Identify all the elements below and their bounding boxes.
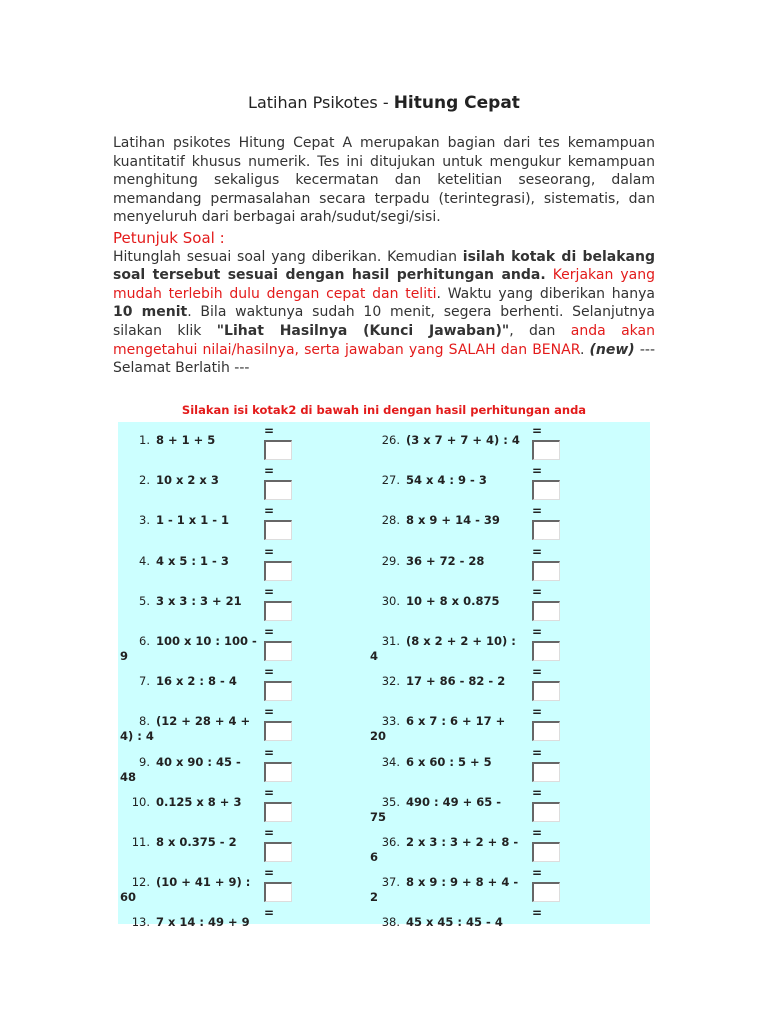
equals-sign: = [264,745,275,760]
question-expression: 8 x 9 + 14 - 39 [406,513,500,528]
question-number: 1. [139,433,150,447]
equals-sign: = [264,544,275,559]
question-number: 29. [381,553,400,568]
question-number: 7. [139,674,150,689]
question-item [370,915,520,930]
equals-sign: = [532,785,543,800]
answer-input[interactable] [264,721,292,741]
answer-input[interactable] [532,882,560,902]
question-number: 36. [381,835,400,849]
question-item [370,634,520,664]
equals-sign: = [264,584,275,599]
question-number: 9. [139,754,150,769]
equals-sign: = [264,705,275,720]
question-item [120,795,260,810]
answer-input[interactable] [532,440,560,460]
intro-paragraph: Latihan psikotes Hitung Cepat A merupakan bagian dari tes kemampuan kuantitatif khusus numerik. Tes ini ditujukan untuk mengukur kemampuan menghitung sekaligus kecermatan dan ketelitian seseorang, dalam memandang permasalahan secara terpadu (terintegrasi), sistematis, dan menyeluruh dari berbagai arah/sudut/segi/sisi. [113,135,655,226]
instruction-text: Silakan isi kotak2 di bawah ini dengan hasil perhitungan anda [181,403,587,417]
question-item [370,875,520,905]
question-expression: 3 x 3 : 3 + 21 [156,593,242,608]
question-number: 37. [381,875,400,890]
question-expression: 1 - 1 x 1 - 1 [156,513,229,528]
question-item [370,755,520,770]
question-number: 26. [381,433,400,447]
question-item [120,433,260,448]
answer-input[interactable] [532,681,560,701]
answer-input[interactable] [264,520,292,540]
p2-red: Kerjakan yang mudah terlebih dulu dengan cepat dan teliti [113,267,655,302]
question-number: 12. [131,875,150,890]
question-expression: (10 + 41 + 9) : 60 [120,875,251,905]
question-expression: 8 x 0.375 - 2 [156,835,237,849]
question-expression: 36 + 72 - 28 [406,553,485,568]
question-expression: 100 x 10 : 100 - 9 [120,634,257,663]
answer-input[interactable] [532,480,560,500]
answer-input[interactable] [532,802,560,822]
title-bold: Hitung Cepat [393,93,520,113]
question-item [120,714,260,744]
equals-sign: = [532,464,543,479]
question-expression: 6 x 60 : 5 + 5 [406,754,492,769]
p5: , dan [509,322,571,339]
question-item [120,473,260,488]
question-number: 32. [381,674,400,689]
answer-input[interactable] [532,520,560,540]
p2-end: . [436,285,441,302]
question-expression: 10 x 2 x 3 [156,473,219,488]
question-number: 8. [139,714,150,729]
question-expression: 54 x 4 : 9 - 3 [406,473,487,488]
p1-bold: isilah kotak di belakang soal tersebut sesuai dengan hasil perhitungan anda. [113,248,655,284]
answer-input[interactable] [264,762,292,782]
equals-sign: = [532,544,543,559]
question-expression: 7 x 14 : 49 + 9 [156,915,250,930]
question-number: 31. [381,634,400,648]
question-number: 3. [139,513,150,528]
question-expression: 17 + 86 - 82 - 2 [406,674,506,689]
question-item [370,554,520,569]
petunjuk-heading: Petunjuk Soal : [113,228,225,247]
question-expression: 45 x 45 : 45 - 4 [406,915,503,930]
question-item [120,875,260,905]
equals-sign: = [264,625,275,639]
question-item [120,594,260,609]
question-expression: 8 x 9 : 9 + 8 + 4 - 2 [370,875,519,905]
question-number: 38. [381,915,400,930]
equals-sign: = [264,866,275,881]
p4-bold: "Lihat Hasilnya (Kunci Jawaban)" [216,322,510,339]
equals-sign: = [532,906,543,921]
question-expression: (8 x 2 + 2 + 10) : 4 [370,634,516,663]
question-item [370,513,520,528]
p6: . [579,341,590,358]
petunjuk-text [113,248,655,378]
answer-input[interactable] [264,561,292,581]
equals-sign: = [264,504,275,519]
answer-input[interactable] [264,802,292,822]
p3-bold: 10 menit [113,304,188,321]
question-expression: 16 x 2 : 8 - 4 [156,674,237,689]
question-item [370,594,520,609]
equals-sign: = [264,906,275,921]
p3: Waktu yang diberikan hanya [440,285,655,302]
question-item [120,915,260,930]
question-item [370,433,520,448]
answer-input[interactable] [532,561,560,581]
question-expression: 490 : 49 + 65 - 75 [370,794,502,824]
question-item [120,554,260,569]
p7: --- Selamat Berlatih --- [113,341,655,377]
question-number: 13. [131,915,150,930]
answer-input[interactable] [264,480,292,500]
equals-sign: = [532,424,543,438]
question-item [370,714,520,744]
answer-input[interactable] [264,440,292,460]
question-item [120,634,260,664]
question-number: 35. [381,794,400,809]
question-item [120,674,260,689]
question-expression: 2 x 3 : 3 + 2 + 8 - 6 [370,835,519,864]
question-number: 34. [381,754,400,769]
equals-sign: = [532,504,543,519]
question-number: 5. [139,593,150,608]
question-number: 4. [139,553,150,568]
answer-input[interactable] [264,882,292,902]
equals-sign: = [264,785,275,800]
equals-sign: = [264,665,275,680]
question-item [120,513,260,528]
question-expression: 6 x 7 : 6 + 17 + 20 [370,714,506,744]
question-item [120,755,260,785]
equals-sign: = [532,866,543,881]
equals-sign: = [264,424,275,438]
question-expression: 10 + 8 x 0.875 [406,593,500,608]
answer-input[interactable] [264,641,292,661]
p4: . Bila waktunya sudah 10 menit, segera berhenti. Selanjutnya silakan klik [113,304,656,339]
answer-input[interactable] [532,641,560,661]
question-number: 2. [139,473,150,488]
equals-sign: = [532,705,543,720]
question-number: 11. [131,835,150,849]
question-number: 10. [131,794,150,809]
question-expression: (12 + 28 + 4 + 4) : 4 [120,714,251,744]
equals-sign: = [264,464,275,479]
intro-section [113,134,655,378]
answer-input[interactable] [532,721,560,741]
answer-input[interactable] [264,601,292,621]
p1: Hitunglah sesuai soal yang diberikan. Kemudian [113,248,463,265]
answer-input[interactable] [532,762,560,782]
question-expression: 8 + 1 + 5 [156,433,216,447]
p5-red: anda akan mengetahui nilai/hasilnya, serta jawaban yang SALAH dan BENAR [113,322,655,358]
question-expression: 4 x 5 : 1 - 3 [156,553,229,568]
answer-input[interactable] [532,601,560,621]
equals-sign: = [532,745,543,760]
question-item [370,835,520,865]
equals-sign: = [264,826,275,840]
answer-input[interactable] [532,842,560,862]
question-number: 30. [381,593,400,608]
question-number: 33. [381,714,400,729]
answer-input[interactable] [264,681,292,701]
title-prefix: Latihan Psikotes - [248,93,394,112]
question-item [370,674,520,689]
question-item [370,795,520,825]
equals-sign: = [532,665,543,680]
answer-input[interactable] [264,842,292,862]
equals-sign: = [532,625,543,639]
question-item [370,473,520,488]
question-expression: 40 x 90 : 45 - 48 [120,754,241,784]
equals-sign: = [532,584,543,599]
page-title [0,93,768,113]
question-number: 6. [139,634,150,648]
question-number: 28. [381,513,400,528]
question-number: 27. [381,473,400,488]
question-table [118,422,650,930]
equals-sign: = [532,826,543,840]
question-expression: (3 x 7 + 7 + 4) : 4 [406,433,520,447]
question-item [120,835,260,850]
p6-bold: (new) [589,341,635,358]
question-expression: 0.125 x 8 + 3 [156,794,242,809]
